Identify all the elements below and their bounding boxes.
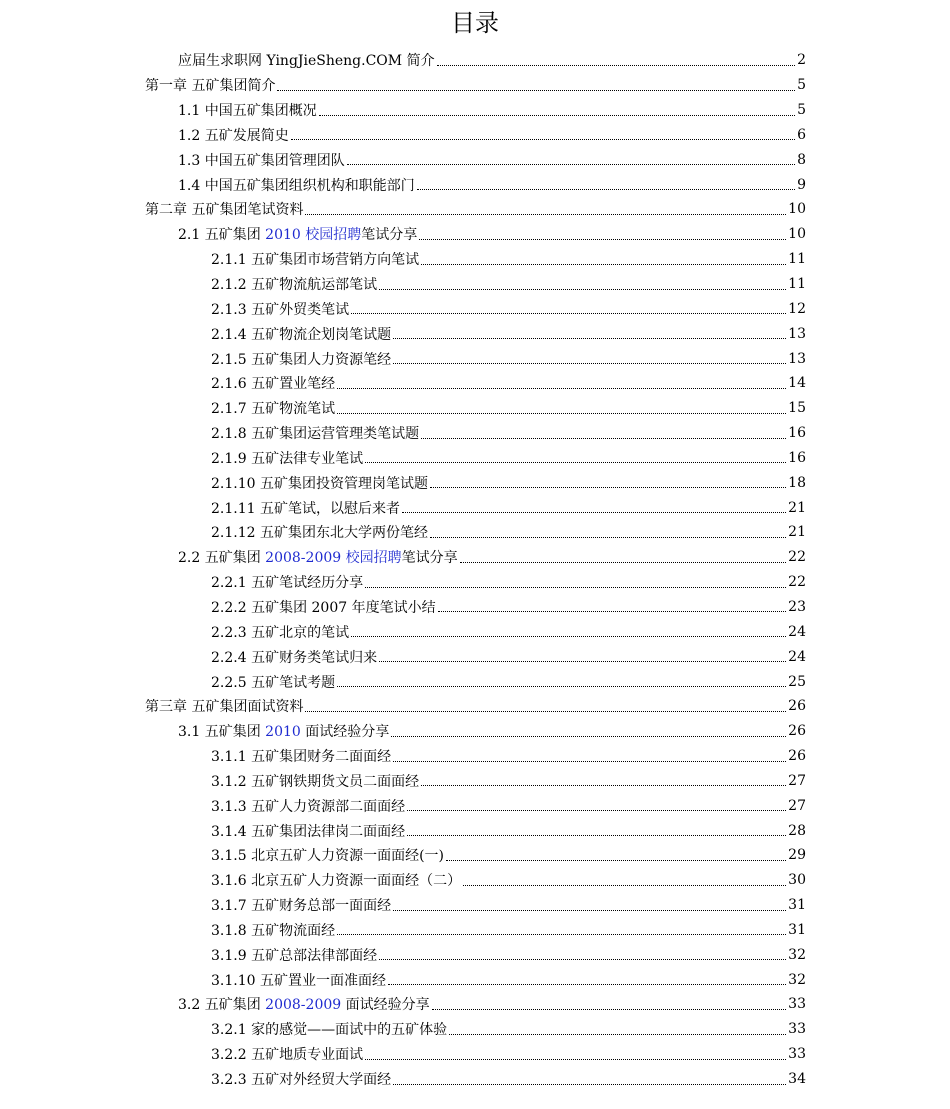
toc-page-number: 29 bbox=[788, 847, 806, 864]
toc-entry-text: 2.2.3 五矿北京的笔试 bbox=[211, 624, 350, 641]
toc-entry-text: 2.2.4 五矿财务类笔试归来 bbox=[211, 649, 378, 666]
toc-entry-text: 3.2.3 五矿对外经贸大学面经 bbox=[211, 1072, 392, 1089]
toc-entry-label bbox=[178, 100, 317, 120]
toc-dot-leader bbox=[460, 562, 787, 563]
toc-entry[interactable] bbox=[211, 669, 806, 694]
toc-dot-leader bbox=[337, 413, 786, 414]
toc-entry-text: 3.2 五矿集团 bbox=[178, 997, 266, 1014]
toc-dot-leader bbox=[430, 537, 786, 538]
toc-entry-text: 3.1.10 五矿置业一面准面经 bbox=[211, 972, 386, 989]
toc-dot-leader bbox=[351, 636, 786, 637]
toc-dot-leader bbox=[393, 363, 786, 364]
toc-entry-label bbox=[211, 299, 349, 319]
toc-page-number: 21 bbox=[788, 524, 806, 541]
toc-entry-text: 1.2 五矿发展简史 bbox=[178, 127, 289, 144]
toc-entry-label bbox=[178, 125, 289, 145]
toc-page-number: 27 bbox=[788, 797, 806, 814]
toc-page-number: 32 bbox=[788, 971, 806, 988]
toc-entry-label bbox=[211, 647, 377, 667]
toc-entry-label bbox=[211, 572, 363, 592]
toc-entry[interactable] bbox=[211, 1017, 806, 1042]
toc-page-number: 23 bbox=[788, 598, 806, 615]
toc-entry[interactable] bbox=[211, 247, 806, 272]
toc-page-number: 31 bbox=[788, 921, 806, 938]
toc-entry[interactable] bbox=[211, 371, 806, 396]
toc-entry-text: 应届生求职网 YingJieSheng.COM 简介 bbox=[178, 53, 435, 70]
toc-entry[interactable] bbox=[211, 1067, 806, 1092]
toc-entry[interactable] bbox=[211, 768, 806, 793]
toc-page-number: 25 bbox=[788, 673, 806, 690]
toc-dot-leader bbox=[337, 686, 786, 687]
toc-entry[interactable] bbox=[178, 222, 806, 247]
toc-dot-leader bbox=[417, 189, 795, 190]
toc-page-number: 16 bbox=[788, 449, 806, 466]
toc-entry-text: 笔试分享 bbox=[401, 550, 458, 567]
toc-page-number: 21 bbox=[788, 499, 806, 516]
toc-dot-leader bbox=[305, 711, 786, 712]
toc-entry[interactable] bbox=[178, 147, 806, 172]
toc-page-number: 11 bbox=[788, 251, 806, 268]
toc-entry-label bbox=[211, 672, 335, 692]
toc-dot-leader bbox=[419, 239, 786, 240]
toc-page-number: 24 bbox=[788, 623, 806, 640]
toc-entry[interactable] bbox=[211, 520, 806, 545]
toc-entry[interactable] bbox=[211, 868, 806, 893]
toc-entry-text: 2.1.12 五矿集团东北大学两份笔经 bbox=[211, 525, 428, 542]
toc-page-number: 31 bbox=[788, 897, 806, 914]
toc-entry-text: 3.1.3 五矿人力资源部二面面经 bbox=[211, 798, 406, 815]
toc-entry-text: 2.1.4 五矿物流企划岗笔试题 bbox=[211, 326, 392, 343]
toc-dot-leader bbox=[277, 90, 795, 91]
toc-entry[interactable] bbox=[211, 396, 806, 421]
toc-entry-label bbox=[211, 349, 391, 369]
toc-entry[interactable] bbox=[211, 272, 806, 297]
toc-entry[interactable] bbox=[211, 793, 806, 818]
toc-dot-leader bbox=[319, 115, 795, 116]
toc-entry-label bbox=[178, 547, 458, 567]
toc-entry-label bbox=[211, 622, 349, 642]
toc-dot-leader bbox=[446, 860, 786, 861]
toc-dot-leader bbox=[393, 1084, 786, 1085]
toc-entry[interactable] bbox=[211, 321, 806, 346]
toc-page-number: 10 bbox=[788, 201, 806, 218]
toc-entry[interactable] bbox=[211, 967, 806, 992]
toc-entry-text: 1.4 中国五矿集团组织机构和职能部门 bbox=[178, 177, 415, 194]
toc-page-number: 30 bbox=[788, 872, 806, 889]
toc-entry-label bbox=[211, 498, 400, 518]
toc-entry[interactable] bbox=[211, 495, 806, 520]
toc-entry-label bbox=[211, 1044, 363, 1064]
toc-entry-label bbox=[211, 1019, 447, 1039]
toc-entry[interactable] bbox=[211, 942, 806, 967]
toc-page-number: 32 bbox=[788, 946, 806, 963]
toc-page-number: 6 bbox=[797, 126, 806, 143]
toc-entry-text: 2.1.2 五矿物流航运部笔试 bbox=[211, 277, 378, 294]
toc-entry-label bbox=[145, 696, 303, 716]
toc-entry-label bbox=[178, 175, 415, 195]
toc-entry-highlight: 2008-2009 校园招聘 bbox=[265, 550, 402, 567]
toc-entry-text: 1.1 中国五矿集团概况 bbox=[178, 103, 317, 120]
toc-page-number: 13 bbox=[788, 325, 806, 342]
toc-page-number: 11 bbox=[788, 276, 806, 293]
toc-page-number: 24 bbox=[788, 648, 806, 665]
toc-entry[interactable] bbox=[178, 123, 806, 148]
toc-entry-text: 2.1.1 五矿集团市场营销方向笔试 bbox=[211, 252, 420, 269]
toc-page-number: 22 bbox=[788, 574, 806, 591]
toc-entry-text: 笔试分享 bbox=[361, 227, 418, 244]
toc-entry-label bbox=[211, 845, 444, 865]
toc-entry-text: 面试经验分享 bbox=[300, 724, 390, 741]
toc-dot-leader bbox=[393, 910, 786, 911]
toc-entry-label bbox=[211, 597, 436, 617]
toc-dot-leader bbox=[421, 785, 786, 786]
toc-dot-leader bbox=[351, 313, 786, 314]
toc-dot-leader bbox=[391, 736, 786, 737]
toc-dot-leader bbox=[437, 65, 796, 66]
toc-entry-text: 第三章 五矿集团面试资料 bbox=[145, 699, 304, 716]
toc-dot-leader bbox=[402, 512, 786, 513]
toc-entry-text: 2.1.6 五矿置业笔经 bbox=[211, 376, 336, 393]
toc-entry-text: 3.1.6 北京五矿人力资源一面面经（二） bbox=[211, 873, 462, 890]
toc-entry-text: 2.2.1 五矿笔试经历分享 bbox=[211, 575, 364, 592]
toc-page-number: 5 bbox=[797, 102, 806, 119]
toc-entry-text: 3.2.1 家的感觉——面试中的五矿体验 bbox=[211, 1022, 448, 1039]
toc-entry-label bbox=[211, 398, 335, 418]
toc-entry-text: 3.1.2 五矿钢铁期货文员二面面经 bbox=[211, 773, 420, 790]
toc-entry-text: 第一章 五矿集团简介 bbox=[145, 78, 276, 95]
toc-entry-highlight: 2010 校园招聘 bbox=[265, 227, 362, 244]
toc-entry-text: 2.1.7 五矿物流笔试 bbox=[211, 401, 336, 418]
toc-dot-leader bbox=[421, 264, 786, 265]
toc-page-number: 15 bbox=[788, 400, 806, 417]
toc-dot-leader bbox=[438, 611, 787, 612]
toc-entry[interactable] bbox=[211, 893, 806, 918]
toc-page-number: 10 bbox=[788, 226, 806, 243]
toc-page-number: 26 bbox=[788, 748, 806, 765]
toc-dot-leader bbox=[365, 1059, 786, 1060]
toc-entry[interactable] bbox=[211, 421, 806, 446]
toc-entry-label bbox=[211, 821, 405, 841]
toc-dot-leader bbox=[407, 835, 786, 836]
toc-entry-label bbox=[211, 473, 428, 493]
toc-dot-leader bbox=[463, 885, 786, 886]
toc-entry-text: 2.1 五矿集团 bbox=[178, 227, 266, 244]
toc-entry-label bbox=[178, 150, 345, 170]
toc-dot-leader bbox=[365, 462, 786, 463]
toc-page-number: 33 bbox=[788, 996, 806, 1013]
toc-entry-text: 3.1 五矿集团 bbox=[178, 724, 266, 741]
toc-entry-label bbox=[211, 423, 419, 443]
toc-entry-label bbox=[178, 994, 430, 1014]
toc-page-number: 26 bbox=[788, 723, 806, 740]
toc-entry-text: 2.2 五矿集团 bbox=[178, 550, 266, 567]
toc-entry-label bbox=[211, 796, 405, 816]
toc-entry-text: 3.1.7 五矿财务总部一面面经 bbox=[211, 898, 392, 915]
toc-page-number: 13 bbox=[788, 350, 806, 367]
toc-entry-label bbox=[211, 870, 461, 890]
toc-page-number: 28 bbox=[788, 822, 806, 839]
toc-entry-label bbox=[211, 746, 391, 766]
toc-entry-text: 1.3 中国五矿集团管理团队 bbox=[178, 152, 345, 169]
toc-entry[interactable] bbox=[211, 644, 806, 669]
toc-entry[interactable] bbox=[178, 98, 806, 123]
toc-entry[interactable] bbox=[211, 843, 806, 868]
toc-dot-leader bbox=[337, 934, 786, 935]
toc-entry[interactable] bbox=[211, 470, 806, 495]
toc-dot-leader bbox=[407, 810, 786, 811]
toc-entry-label bbox=[211, 324, 391, 344]
toc-entry-label bbox=[211, 920, 335, 940]
toc-dot-leader bbox=[347, 164, 795, 165]
toc-entry-text: 3.1.4 五矿集团法律岗二面面经 bbox=[211, 823, 406, 840]
toc-entry[interactable] bbox=[211, 570, 806, 595]
toc-page-number: 18 bbox=[788, 474, 806, 491]
toc-entry-label bbox=[211, 970, 386, 990]
toc-entry-text: 3.1.5 北京五矿人力资源一面面经(一) bbox=[211, 848, 444, 865]
toc-entry-label bbox=[211, 448, 363, 468]
toc-entry-label bbox=[211, 373, 335, 393]
toc-title: 目录 bbox=[451, 9, 499, 37]
toc-dot-leader bbox=[379, 289, 786, 290]
toc-entry-label bbox=[211, 895, 391, 915]
toc-dot-leader bbox=[365, 587, 786, 588]
toc-entry-text: 2.1.11 五矿笔试，以慰后来者 bbox=[211, 500, 400, 517]
toc-entry-label bbox=[211, 522, 428, 542]
toc-dot-leader bbox=[393, 761, 786, 762]
toc-entry[interactable] bbox=[145, 694, 806, 719]
toc-page-number: 12 bbox=[788, 300, 806, 317]
toc-entry[interactable] bbox=[211, 346, 806, 371]
toc-entry-label bbox=[211, 249, 419, 269]
toc-entry-label bbox=[145, 75, 275, 95]
toc-entry[interactable] bbox=[211, 446, 806, 471]
toc-entry-label bbox=[211, 274, 377, 294]
toc-page-number: 27 bbox=[788, 772, 806, 789]
toc-page-number: 16 bbox=[788, 425, 806, 442]
toc-entry-label bbox=[178, 50, 435, 70]
toc-page-number: 33 bbox=[788, 1021, 806, 1038]
toc-entry[interactable] bbox=[211, 1042, 806, 1067]
toc-dot-leader bbox=[305, 214, 786, 215]
toc-entry-text: 2.2.5 五矿笔试考题 bbox=[211, 674, 336, 691]
toc-entry-text: 2.1.10 五矿集团投资管理岗笔试题 bbox=[211, 475, 428, 492]
toc-entry[interactable] bbox=[211, 296, 806, 321]
toc-dot-leader bbox=[291, 139, 795, 140]
toc-entry[interactable] bbox=[178, 992, 806, 1017]
toc-dot-leader bbox=[337, 388, 786, 389]
toc-entry-label bbox=[178, 224, 417, 244]
toc-entry-highlight: 2008-2009 bbox=[265, 997, 342, 1014]
toc-page-number: 34 bbox=[788, 1071, 806, 1088]
toc-dot-leader bbox=[421, 438, 786, 439]
toc-entry[interactable] bbox=[211, 918, 806, 943]
toc-page-number: 5 bbox=[797, 77, 806, 94]
toc-entry[interactable] bbox=[178, 172, 806, 197]
toc-page-number: 26 bbox=[788, 698, 806, 715]
toc-dot-leader bbox=[449, 1034, 786, 1035]
toc-entry-text: 2.2.2 五矿集团 2007 年度笔试小结 bbox=[211, 599, 436, 616]
toc-entry-text: 2.1.5 五矿集团人力资源笔经 bbox=[211, 351, 392, 368]
toc-entry-text: 2.1.8 五矿集团运营管理类笔试题 bbox=[211, 426, 420, 443]
toc-entry-text: 3.2.2 五矿地质专业面试 bbox=[211, 1047, 364, 1064]
toc-entry-label bbox=[211, 1069, 391, 1089]
toc-page-number: 2 bbox=[797, 52, 806, 69]
toc-entry-text: 2.1.9 五矿法律专业笔试 bbox=[211, 450, 364, 467]
toc-dot-leader bbox=[430, 487, 786, 488]
toc-dot-leader bbox=[432, 1009, 787, 1010]
toc-entry-highlight: 2010 bbox=[265, 724, 301, 741]
toc-dot-leader bbox=[379, 661, 786, 662]
toc-entry-text: 第二章 五矿集团笔试资料 bbox=[145, 202, 304, 219]
toc-entry-text: 2.1.3 五矿外贸类笔试 bbox=[211, 301, 350, 318]
toc-dot-leader bbox=[393, 338, 786, 339]
toc-entry[interactable] bbox=[211, 619, 806, 644]
toc-entry-label bbox=[211, 945, 377, 965]
toc-dot-leader bbox=[379, 959, 786, 960]
toc-page-number: 22 bbox=[788, 549, 806, 566]
toc-entry[interactable] bbox=[145, 73, 806, 98]
toc-entry[interactable] bbox=[178, 719, 806, 744]
table-of-contents bbox=[0, 48, 950, 1091]
toc-entry[interactable] bbox=[211, 818, 806, 843]
toc-entry-label bbox=[178, 721, 389, 741]
toc-page-number: 33 bbox=[788, 1046, 806, 1063]
toc-dot-leader bbox=[388, 984, 786, 985]
toc-entry-text: 3.1.8 五矿物流面经 bbox=[211, 922, 336, 939]
toc-page-number: 8 bbox=[797, 151, 806, 168]
toc-entry[interactable] bbox=[178, 545, 806, 570]
toc-entry[interactable] bbox=[145, 197, 806, 222]
toc-entry-text: 3.1.1 五矿集团财务二面面经 bbox=[211, 749, 392, 766]
toc-page-number: 9 bbox=[797, 176, 806, 193]
toc-page-number: 14 bbox=[788, 375, 806, 392]
toc-entry[interactable] bbox=[211, 595, 806, 620]
toc-entry-text: 3.1.9 五矿总部法律部面经 bbox=[211, 947, 378, 964]
toc-entry-label bbox=[211, 771, 419, 791]
toc-entry-text: 面试经验分享 bbox=[341, 997, 430, 1014]
toc-entry-label bbox=[145, 199, 303, 219]
toc-entry[interactable] bbox=[211, 744, 806, 769]
toc-entry[interactable] bbox=[178, 48, 806, 73]
